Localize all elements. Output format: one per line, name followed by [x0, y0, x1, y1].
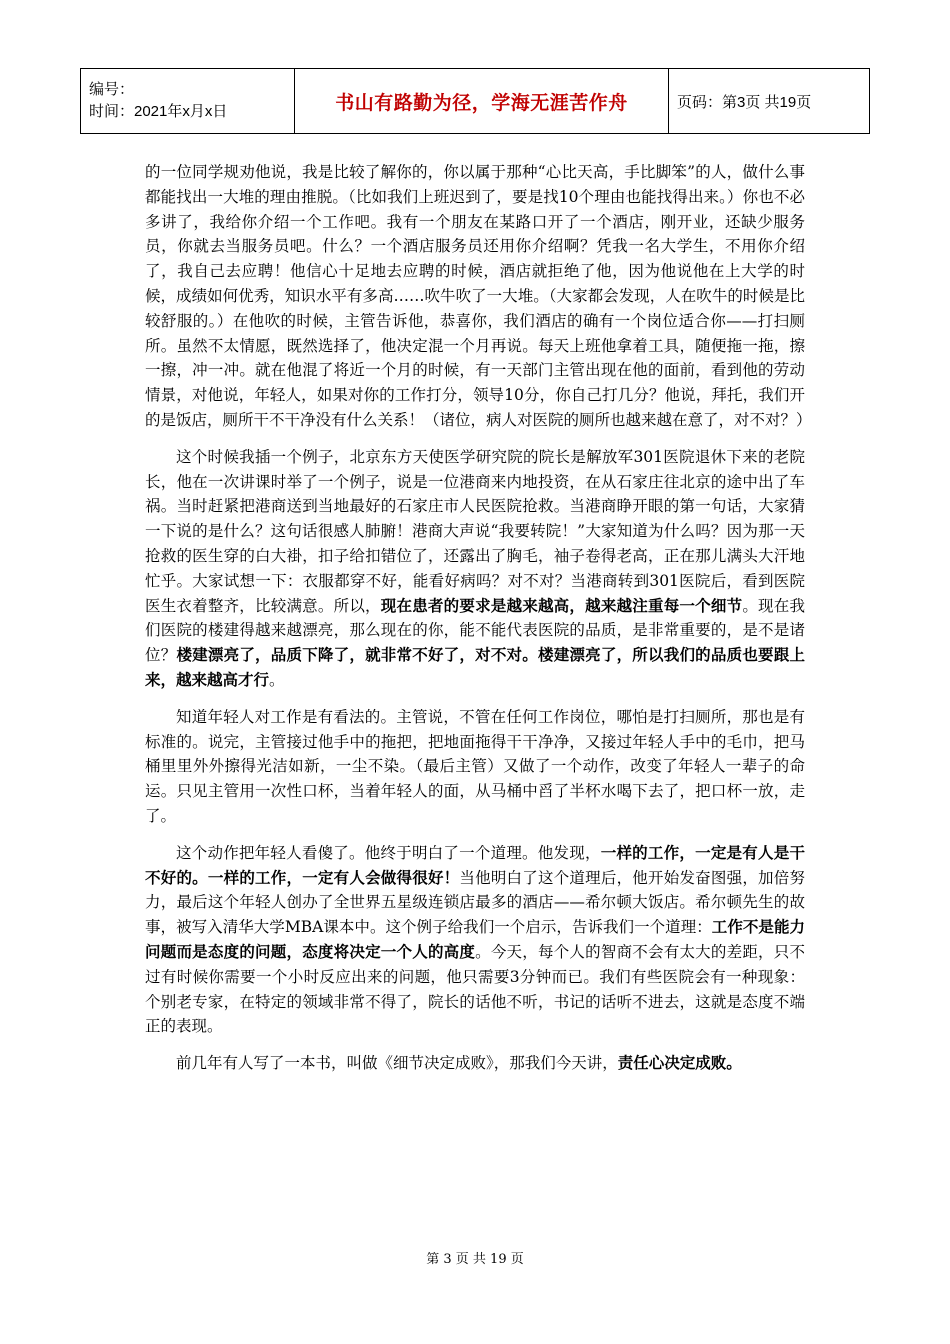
page-footer: 第 3 页 共 19 页 [426, 1252, 524, 1267]
bold-text-run: 现在患者的要求是越来越高，越来越注重每一个细节 [380, 596, 743, 615]
document-body [145, 160, 812, 1088]
paragraph-1 [145, 160, 812, 433]
document-number-label: 编号： [89, 81, 135, 98]
bold-text-run: 工作不是能力问题而是态度的问题，态度将决定一个人的高度 [145, 918, 805, 961]
text-run: 。 [269, 670, 285, 689]
text-run: 。今天，每个人的智商不会有太大的差距，只不过有时候你需要一个小时反应出来的问题，他只需要3分钟而已。我们有些医院会有一种现象：个别老专家，在特定的领域非常不得了，院长的话他不听，书记的话听不进去，这就是态度不端正的表现。 [145, 942, 805, 1036]
header-table [80, 68, 870, 134]
header-page-label: 页码：第3页 共19页 [669, 69, 870, 134]
text-run: 前几年有人写了一本书，叫做《细节决定成败》，那我们今天讲， [176, 1054, 618, 1073]
text-run: 这个时候我插一个例子，北京东方天使医学研究院的院长是解放军301医院退休下来的老院长，他在一次讲课时举了一个例子，说是一位港商来内地投资，在从石家庄往北京的途中出了车祸。当时赶紧把港商送到当地最好的石家庄市人民医院抢救。当港商睁开眼的第一句话，大家猜一下说的是什么？这句话很感人肺腑！港商大声说“我要转院！”大家知道为什么吗？因为那一天抢救的医生穿的白大褂，扣子给扣错位了，还露出了胸毛，袖子卷得老高，正在那儿满头大汗地忙乎。大家试想一下：衣服都穿不好，能看好病吗？对不对？当港商转到301医院后，看到医院医生衣着整齐，比较满意。所以， [145, 447, 805, 615]
header-motto: 书山有路勤为径，学海无涯苦作舟 [295, 69, 669, 134]
bold-text-run: 一样的工作，一定是有人是干不好的。一样的工作，一定有人会做得很好！ [145, 843, 805, 887]
text-run: 。现在我们医院的楼建得越来越漂亮，那么现在的你，能不能代表医院的品质，是非常重要的，是不是诸位？ [145, 596, 805, 665]
header-meta-cell [81, 69, 295, 134]
paragraph-5 [145, 1051, 805, 1076]
text-run: 的一位同学规劝他说，我是比较了解你的，你以属于那种“心比天高，手比脚笨”的人，做什么事都能找出一大堆的理由推脱。（比如我们上班迟到了，要是找10个理由也能找得出来。）你也不必多讲了，我给你介绍一个工作吧。我有一个朋友在某路口开了一个酒店，刚开业，还缺少服务员，你就去当服务员吧。什么？一个酒店服务员还用你介绍啊？凭我一名大学生，不用你介绍了，我自己去应聘！他信心十足地去应聘的时候，酒店就拒绝了他，因为他说他在上大学的时候，成绩如何优秀，知识水平有多高……吹牛吹了一大堆。（大家都会发现，人在吹牛的时候是比较舒服的。）在他吹的时候，主管告诉他，恭喜你，我们酒店的确有一个岗位适合你——打扫厕所。虽然不太情愿，既然选择了，他决定混一个月再说。每天上班他拿着工具，随便拖一拖，擦一擦，冲一冲。就在他混了将近一个月的时候，有一天部门主管出现在他的面前，看到他的劳动情景，对他说，年轻人，如果对你的工作打分，领导10分，你自己打几分？他说，拜托，我们开的是饭店，厕所干不干净没有什么关系！（诸位，病人对医院的厕所也越来越在意了，对不对？） [145, 163, 812, 429]
paragraph-4 [145, 841, 805, 1039]
text-run: 知道年轻人对工作是有看法的。主管说，不管在任何工作岗位，哪怕是打扫厕所，那也是有标准的。说完，主管接过他手中的拖把，把地面拖得干干净净，又接过年轻人手中的毛巾，把马桶里里外外擦得光洁如新，一尘不染。（最后主管）又做了一个动作，改变了年轻人一辈子的命运。只见主管用一次性口杯，当着年轻人的面，从马桶中舀了半杯水喝下去了，把口杯一放，走了。 [145, 707, 805, 825]
text-run: 这个动作把年轻人看傻了。他终于明白了一个道理。他发现， [176, 843, 601, 862]
paragraph-2 [145, 445, 805, 693]
bold-text-run: 楼建漂亮了，品质下降了，就非常不好了，对不对。楼建漂亮了，所以我们的品质也要跟上来，越来越高才行 [145, 646, 805, 689]
bold-text-run: 责任心决定成败。 [617, 1054, 742, 1073]
text-run: 当他明白了这个道理后，他开始发奋图强，加倍努力，最后这个年轻人创办了全世界五星级连锁店最多的酒店——希尔顿大饭店。希尔顿先生的故事，被写入清华大学MBA课本中。这个例子给我们一个启示，告诉我们一个道理： [145, 868, 805, 937]
paragraph-3 [145, 705, 805, 829]
document-time-label: 时间：2021年x月x日 [89, 103, 228, 120]
